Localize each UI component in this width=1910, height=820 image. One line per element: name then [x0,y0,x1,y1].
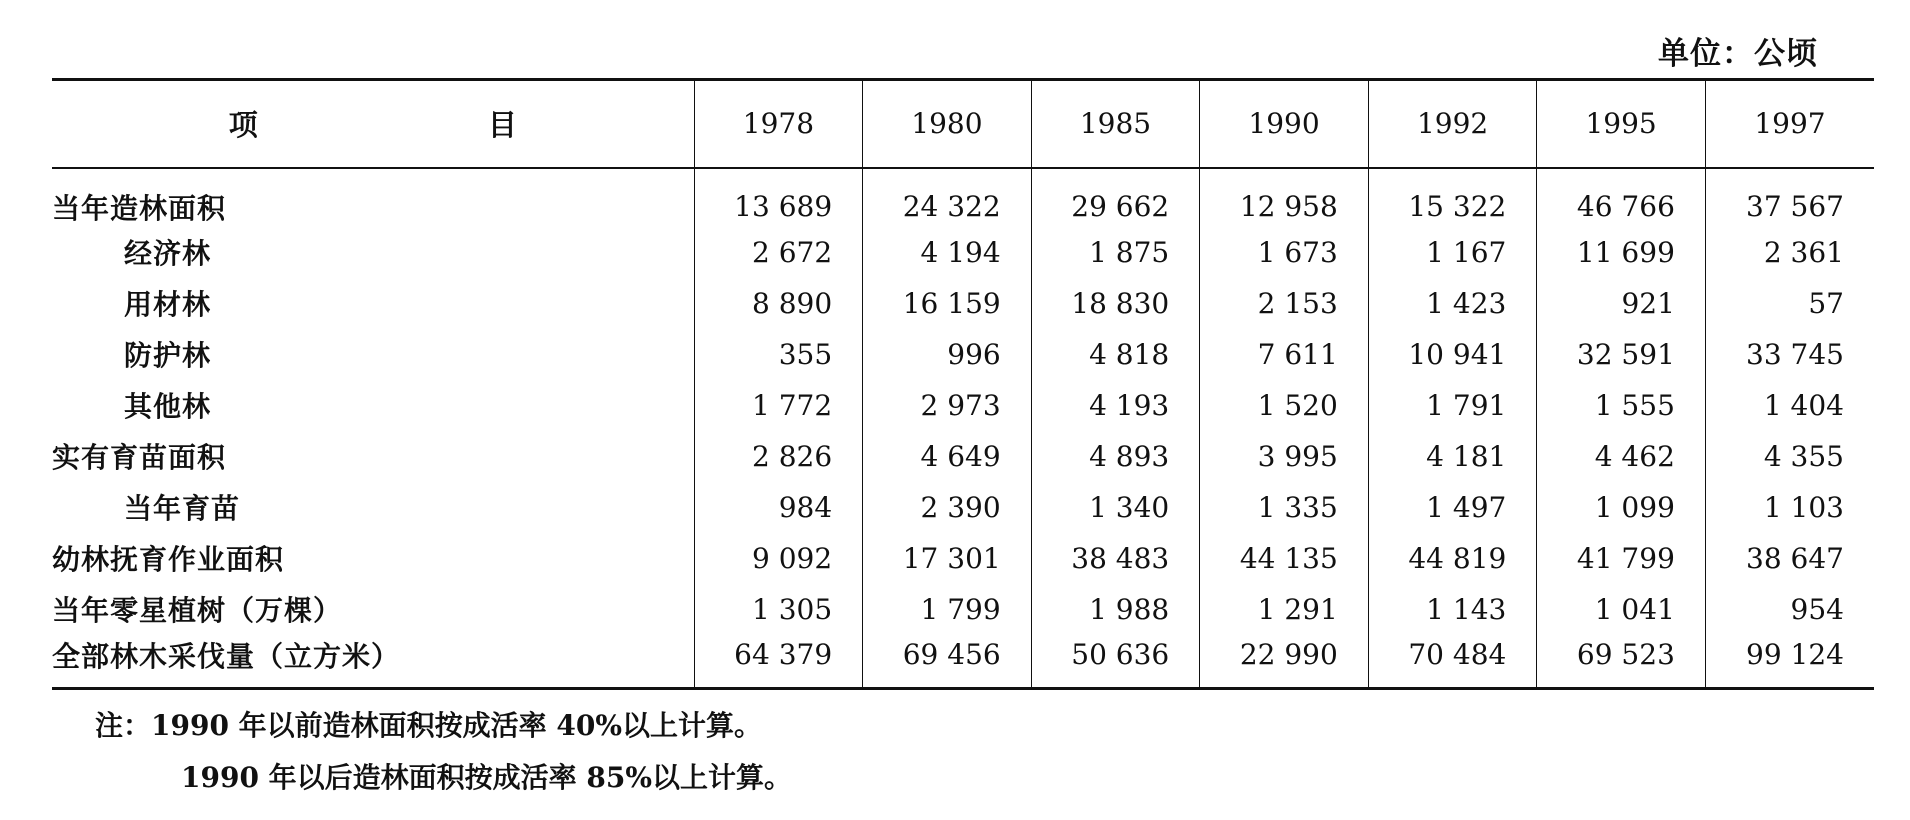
note-line: 注：1990 年以前造林面积按成活率 40%以上计算。 [95,709,762,742]
table-cell: 2 826 [694,431,863,482]
table-cell: 38 647 [1705,533,1874,584]
row-label: 其他林 [124,390,212,423]
year-column-header: 1997 [1705,80,1874,168]
table-cell: 954 [1705,584,1874,635]
table-cell: 44 819 [1368,533,1537,584]
table-cell: 44 135 [1200,533,1369,584]
year-column-header: 1995 [1537,80,1706,168]
table-row [52,431,1874,482]
table-cell: 1 291 [1200,584,1369,635]
table-cell: 1 875 [1031,227,1200,278]
table-cell: 1 799 [863,584,1032,635]
table-cell: 1 555 [1537,380,1706,431]
table-row [52,227,1874,278]
table-cell: 1 772 [694,380,863,431]
table-row [52,635,1874,689]
table-row [52,278,1874,329]
table-cell: 996 [863,329,1032,380]
table-cell: 13 689 [694,168,863,227]
table-body [52,168,1874,689]
table-cell: 11 699 [1537,227,1706,278]
table-cell: 1 791 [1368,380,1537,431]
year-column-header: 1980 [863,80,1032,168]
row-label: 经济林 [124,237,212,270]
table-cell: 1 143 [1368,584,1537,635]
row-label: 幼林抚育作业面积 [52,543,285,576]
table-cell: 4 462 [1537,431,1706,482]
row-label: 用材林 [124,288,212,321]
table-cell: 57 [1705,278,1874,329]
table-cell: 4 181 [1368,431,1537,482]
table-cell: 15 322 [1368,168,1537,227]
table-row [52,380,1874,431]
table-cell: 1 404 [1705,380,1874,431]
year-column-header: 1990 [1200,80,1369,168]
table-cell: 2 390 [863,482,1032,533]
table-cell: 355 [694,329,863,380]
table-cell: 22 990 [1200,635,1369,689]
row-label: 当年育苗 [124,492,241,525]
table-cell: 1 305 [694,584,863,635]
unit-label: 单位：公顷 [1658,36,1818,72]
table-cell: 99 124 [1705,635,1874,689]
table-cell: 9 092 [694,533,863,584]
table-cell: 38 483 [1031,533,1200,584]
table-cell: 1 167 [1368,227,1537,278]
table-cell: 1 423 [1368,278,1537,329]
table-cell: 4 649 [863,431,1032,482]
table-cell: 70 484 [1368,635,1537,689]
table-cell: 1 497 [1368,482,1537,533]
table-row [52,482,1874,533]
table-cell: 1 335 [1200,482,1369,533]
table-cell: 37 567 [1705,168,1874,227]
table-cell: 2 361 [1705,227,1874,278]
table-row [52,329,1874,380]
table-cell: 17 301 [863,533,1032,584]
table-cell: 8 890 [694,278,863,329]
table-cell: 1 520 [1200,380,1369,431]
table-header-row [52,80,1874,168]
row-label: 实有育苗面积 [52,441,227,474]
table-cell: 921 [1537,278,1706,329]
table-cell: 46 766 [1537,168,1706,227]
table-cell: 1 103 [1705,482,1874,533]
table-cell: 984 [694,482,863,533]
table-cell: 2 153 [1200,278,1369,329]
table-cell: 4 193 [1031,380,1200,431]
table-cell: 64 379 [694,635,863,689]
row-label: 全部林木采伐量（立方米） [52,639,401,673]
table-cell: 1 340 [1031,482,1200,533]
item-column-header: 项 目 [228,108,627,143]
year-column-header: 1978 [694,80,863,168]
table-cell: 2 672 [694,227,863,278]
row-label: 当年造林面积 [52,191,227,225]
table-cell: 4 194 [863,227,1032,278]
table-cell: 24 322 [863,168,1032,227]
table-cell: 3 995 [1200,431,1369,482]
table-cell: 69 523 [1537,635,1706,689]
table-cell: 1 041 [1537,584,1706,635]
table-cell: 4 355 [1705,431,1874,482]
table-cell: 33 745 [1705,329,1874,380]
table-cell: 1 988 [1031,584,1200,635]
table-cell: 7 611 [1200,329,1369,380]
row-label: 防护林 [124,339,212,372]
table-cell: 1 673 [1200,227,1369,278]
table-cell: 12 958 [1200,168,1369,227]
table-cell: 16 159 [863,278,1032,329]
table-cell: 18 830 [1031,278,1200,329]
table-cell: 2 973 [863,380,1032,431]
table-row [52,584,1874,635]
table-notes [95,700,792,804]
table-row [52,533,1874,584]
table-row [52,168,1874,227]
table-cell: 41 799 [1537,533,1706,584]
table-cell: 4 893 [1031,431,1200,482]
year-column-header: 1992 [1368,80,1537,168]
table-cell: 50 636 [1031,635,1200,689]
forestry-statistics-table [52,78,1874,690]
table-cell: 69 456 [863,635,1032,689]
row-label: 当年零星植树（万棵） [52,594,343,627]
note-line: 1990 年以后造林面积按成活率 85%以上计算。 [181,761,792,794]
year-column-header: 1985 [1031,80,1200,168]
table-cell: 29 662 [1031,168,1200,227]
table-cell: 1 099 [1537,482,1706,533]
table-cell: 10 941 [1368,329,1537,380]
table-cell: 4 818 [1031,329,1200,380]
table-cell: 32 591 [1537,329,1706,380]
